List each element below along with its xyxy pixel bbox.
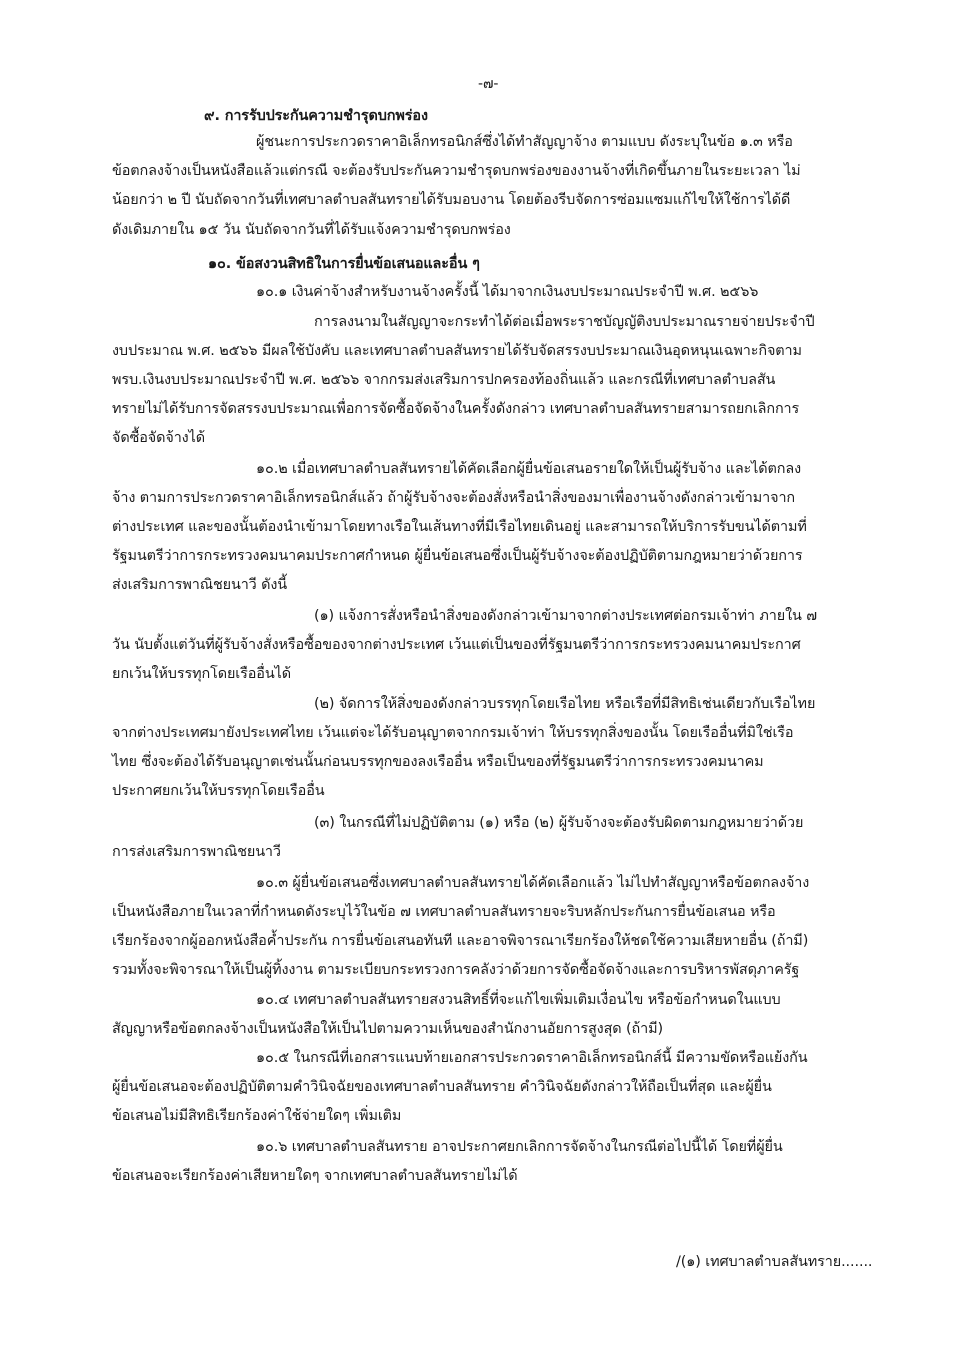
text-line: รวมทั้งจะพิจารณาให้เป็นผู้ทิ้งงาน ตามระเบียบกระทรวงการคลังว่าด้วยการจัดซื้อจัดจ้างและการบริหารพัสดุภาครัฐ [112,962,800,978]
text-line: ต่างประเทศ และของนั้นต้องนำเข้ามาโดยทางเรือในเส้นทางที่มีเรือไทยเดินอยู่ และสามารถให้บริการรับขนได้ตามที่ [112,519,807,535]
clause-10-6: ๑๐.๖ เทศบาลตำบลสันทราย อาจประกาศยกเลิกการจัดจ้างในกรณีต่อไปนี้ได้ โดยที่ผู้ยื่น [256,1139,783,1155]
text-line: วัน นับตั้งแต่วันที่ผู้รับจ้างสั่งหรือซื้อของจากต่างประเทศ เว้นแต่เป็นของที่รัฐมนตรีว่าการกระทรวงคมนาคมประกาศ [112,637,801,653]
text-line: การส่งเสริมการพาณิชยนาวี [112,844,281,860]
section-10-heading: ๑๐. ข้อสงวนสิทธิในการยื่นข้อเสนอและอื่น ๆ [208,256,480,272]
text-line: ข้อตกลงจ้างเป็นหนังสือแล้วแต่กรณี จะต้องรับประกันความชำรุดบกพร่องของงานจ้างที่เกิดขึ้นภายในระยะเวลา ไม่ [112,163,801,179]
section-9-heading: ๙. การรับประกันความชำรุดบกพร่อง [204,108,428,124]
text-line: ผู้ชนะการประกวดราคาอิเล็กทรอนิกส์ซึ่งได้ทำสัญญาจ้าง ตามแบบ ดังระบุในข้อ ๑.๓ หรือ [256,134,793,150]
sub-item-1: (๑) แจ้งการสั่งหรือนำสิ่งของดังกล่าวเข้ามาจากต่างประเทศต่อกรมเจ้าท่า ภายใน ๗ [314,608,817,624]
clause-10-1: ๑๐.๑ เงินค่าจ้างสำหรับงานจ้างครั้งนี้ ได้มาจากเงินงบประมาณประจำปี พ.ศ. ๒๕๖๖ [256,284,759,300]
clause-10-2: ๑๐.๒ เมื่อเทศบาลตำบลสันทรายได้คัดเลือกผู้ยื่นข้อเสนอรายใดให้เป็นผู้รับจ้าง และได้ตกลง [256,461,802,477]
text-line: ข้อเสนอจะเรียกร้องค่าเสียหายใดๆ จากเทศบาลตำบลสันทรายไม่ได้ [112,1168,518,1184]
text-line: สัญญาหรือข้อตกลงจ้างเป็นหนังสือให้เป็นไปตามความเห็นของสำนักงานอัยการสูงสุด (ถ้ามี) [112,1021,664,1037]
text-line: ผู้ยื่นข้อเสนอจะต้องปฏิบัติตามคำวินิจฉัยของเทศบาลตำบลสันทราย คำวินิจฉัยดังกล่าวให้ถือเป็นที่สุด และผู้ยื่น [112,1079,772,1095]
text-line: จากต่างประเทศมายังประเทศไทย เว้นแต่จะได้รับอนุญาตจากกรมเจ้าท่า ให้บรรทุกสิ่งของนั้น โดยเรืออื่นที่มิใช่เรือ [112,725,794,741]
text-line: รัฐมนตรีว่าการกระทรวงคมนาคมประกาศกำหนด ผู้ยื่นข้อเสนอซึ่งเป็นผู้รับจ้างจะต้องปฏิบัติตามกฎหมายว่าด้วยการ [112,548,803,564]
text-line: น้อยกว่า ๒ ปี นับถัดจากวันที่เทศบาลตำบลสันทรายได้รับมอบงาน โดยต้องรีบจัดการซ่อมแซมแก้ไขให้ใช้การได้ดี [112,192,791,208]
continuation-footer: /(๑) เทศบาลตำบลสันทราย....... [676,1254,873,1270]
clause-10-4: ๑๐.๔ เทศบาลตำบลสันทรายสงวนสิทธิ์ที่จะแก้ไขเพิ่มเติมเงื่อนไข หรือข้อกำหนดในแบบ [256,992,781,1008]
text-line: ไทย ซึ่งจะต้องได้รับอนุญาตเช่นนั้นก่อนบรรทุกของลงเรืออื่น หรือเป็นของที่รัฐมนตรีว่าการกระทรวงคมนาคม [112,754,764,770]
text-line: ดังเดิมภายใน ๑๕ วัน นับถัดจากวันที่ได้รับแจ้งความชำรุดบกพร่อง [112,222,511,238]
text-line: ประกาศยกเว้นให้บรรทุกโดยเรืออื่น [112,783,325,799]
sub-item-2: (๒) จัดการให้สิ่งของดังกล่าวบรรทุกโดยเรือไทย หรือเรือที่มีสิทธิเช่นเดียวกับเรือไทย [314,696,816,712]
page-number: -๗- [478,76,499,92]
text-line: การลงนามในสัญญาจะกระทำได้ต่อเมื่อพระราชบัญญัติงบประมาณรายจ่ายประจำปี [314,314,815,330]
text-line: ส่งเสริมการพาณิชยนาวี ดังนี้ [112,577,288,593]
text-line: จ้าง ตามการประกวดราคาอิเล็กทรอนิกส์แล้ว ถ้าผู้รับจ้างจะต้องสั่งหรือนำสิ่งของมาเพื่องานจ้างดังกล่าวเข้ามาจาก [112,490,796,506]
text-line: จัดซื้อจัดจ้างได้ [112,430,205,446]
clause-10-5: ๑๐.๕ ในกรณีที่เอกสารแนบท้ายเอกสารประกวดราคาอิเล็กทรอนิกส์นี้ มีความขัดหรือแย้งกัน [256,1050,808,1066]
clause-10-3: ๑๐.๓ ผู้ยื่นข้อเสนอซึ่งเทศบาลตำบลสันทรายได้คัดเลือกแล้ว ไม่ไปทำสัญญาหรือข้อตกลงจ้าง [256,875,810,891]
sub-item-3: (๓) ในกรณีที่ไม่ปฏิบัติตาม (๑) หรือ (๒) ผู้รับจ้างจะต้องรับผิดตามกฎหมายว่าด้วย [314,815,804,831]
text-line: งบประมาณ พ.ศ. ๒๕๖๖ มีผลใช้บังคับ และเทศบาลตำบลสันทรายได้รับจัดสรรงบประมาณเงินอุดหนุนเฉพาะกิจตาม [112,343,802,359]
text-line: ข้อเสนอไม่มีสิทธิเรียกร้องค่าใช้จ่ายใดๆ เพิ่มเติม [112,1108,402,1124]
text-line: ยกเว้นให้บรรทุกโดยเรืออื่นได้ [112,666,291,682]
text-line: เรียกร้องจากผู้ออกหนังสือค้ำประกัน การยื่นข้อเสนอทันที และอาจพิจารณาเรียกร้องให้ชดใช้ความเสียหายอื่น (ถ้ามี) [112,933,809,949]
text-line: พรบ.เงินงบประมาณประจำปี พ.ศ. ๒๕๖๖ จากกรมส่งเสริมการปกครองท้องถิ่นแล้ว และกรณีที่เทศบาลตำบลสัน [112,372,776,388]
text-line: ทรายไม่ได้รับการจัดสรรงบประมาณเพื่อการจัดซื้อจัดจ้างในครั้งดังกล่าว เทศบาลตำบลสันทรายสามารถยกเลิกการ [112,401,800,417]
text-line: เป็นหนังสือภายในเวลาที่กำหนดดังระบุไว้ในข้อ ๗ เทศบาลตำบลสันทรายจะริบหลักประกันการยื่นข้อเสนอ หรือ [112,904,776,920]
